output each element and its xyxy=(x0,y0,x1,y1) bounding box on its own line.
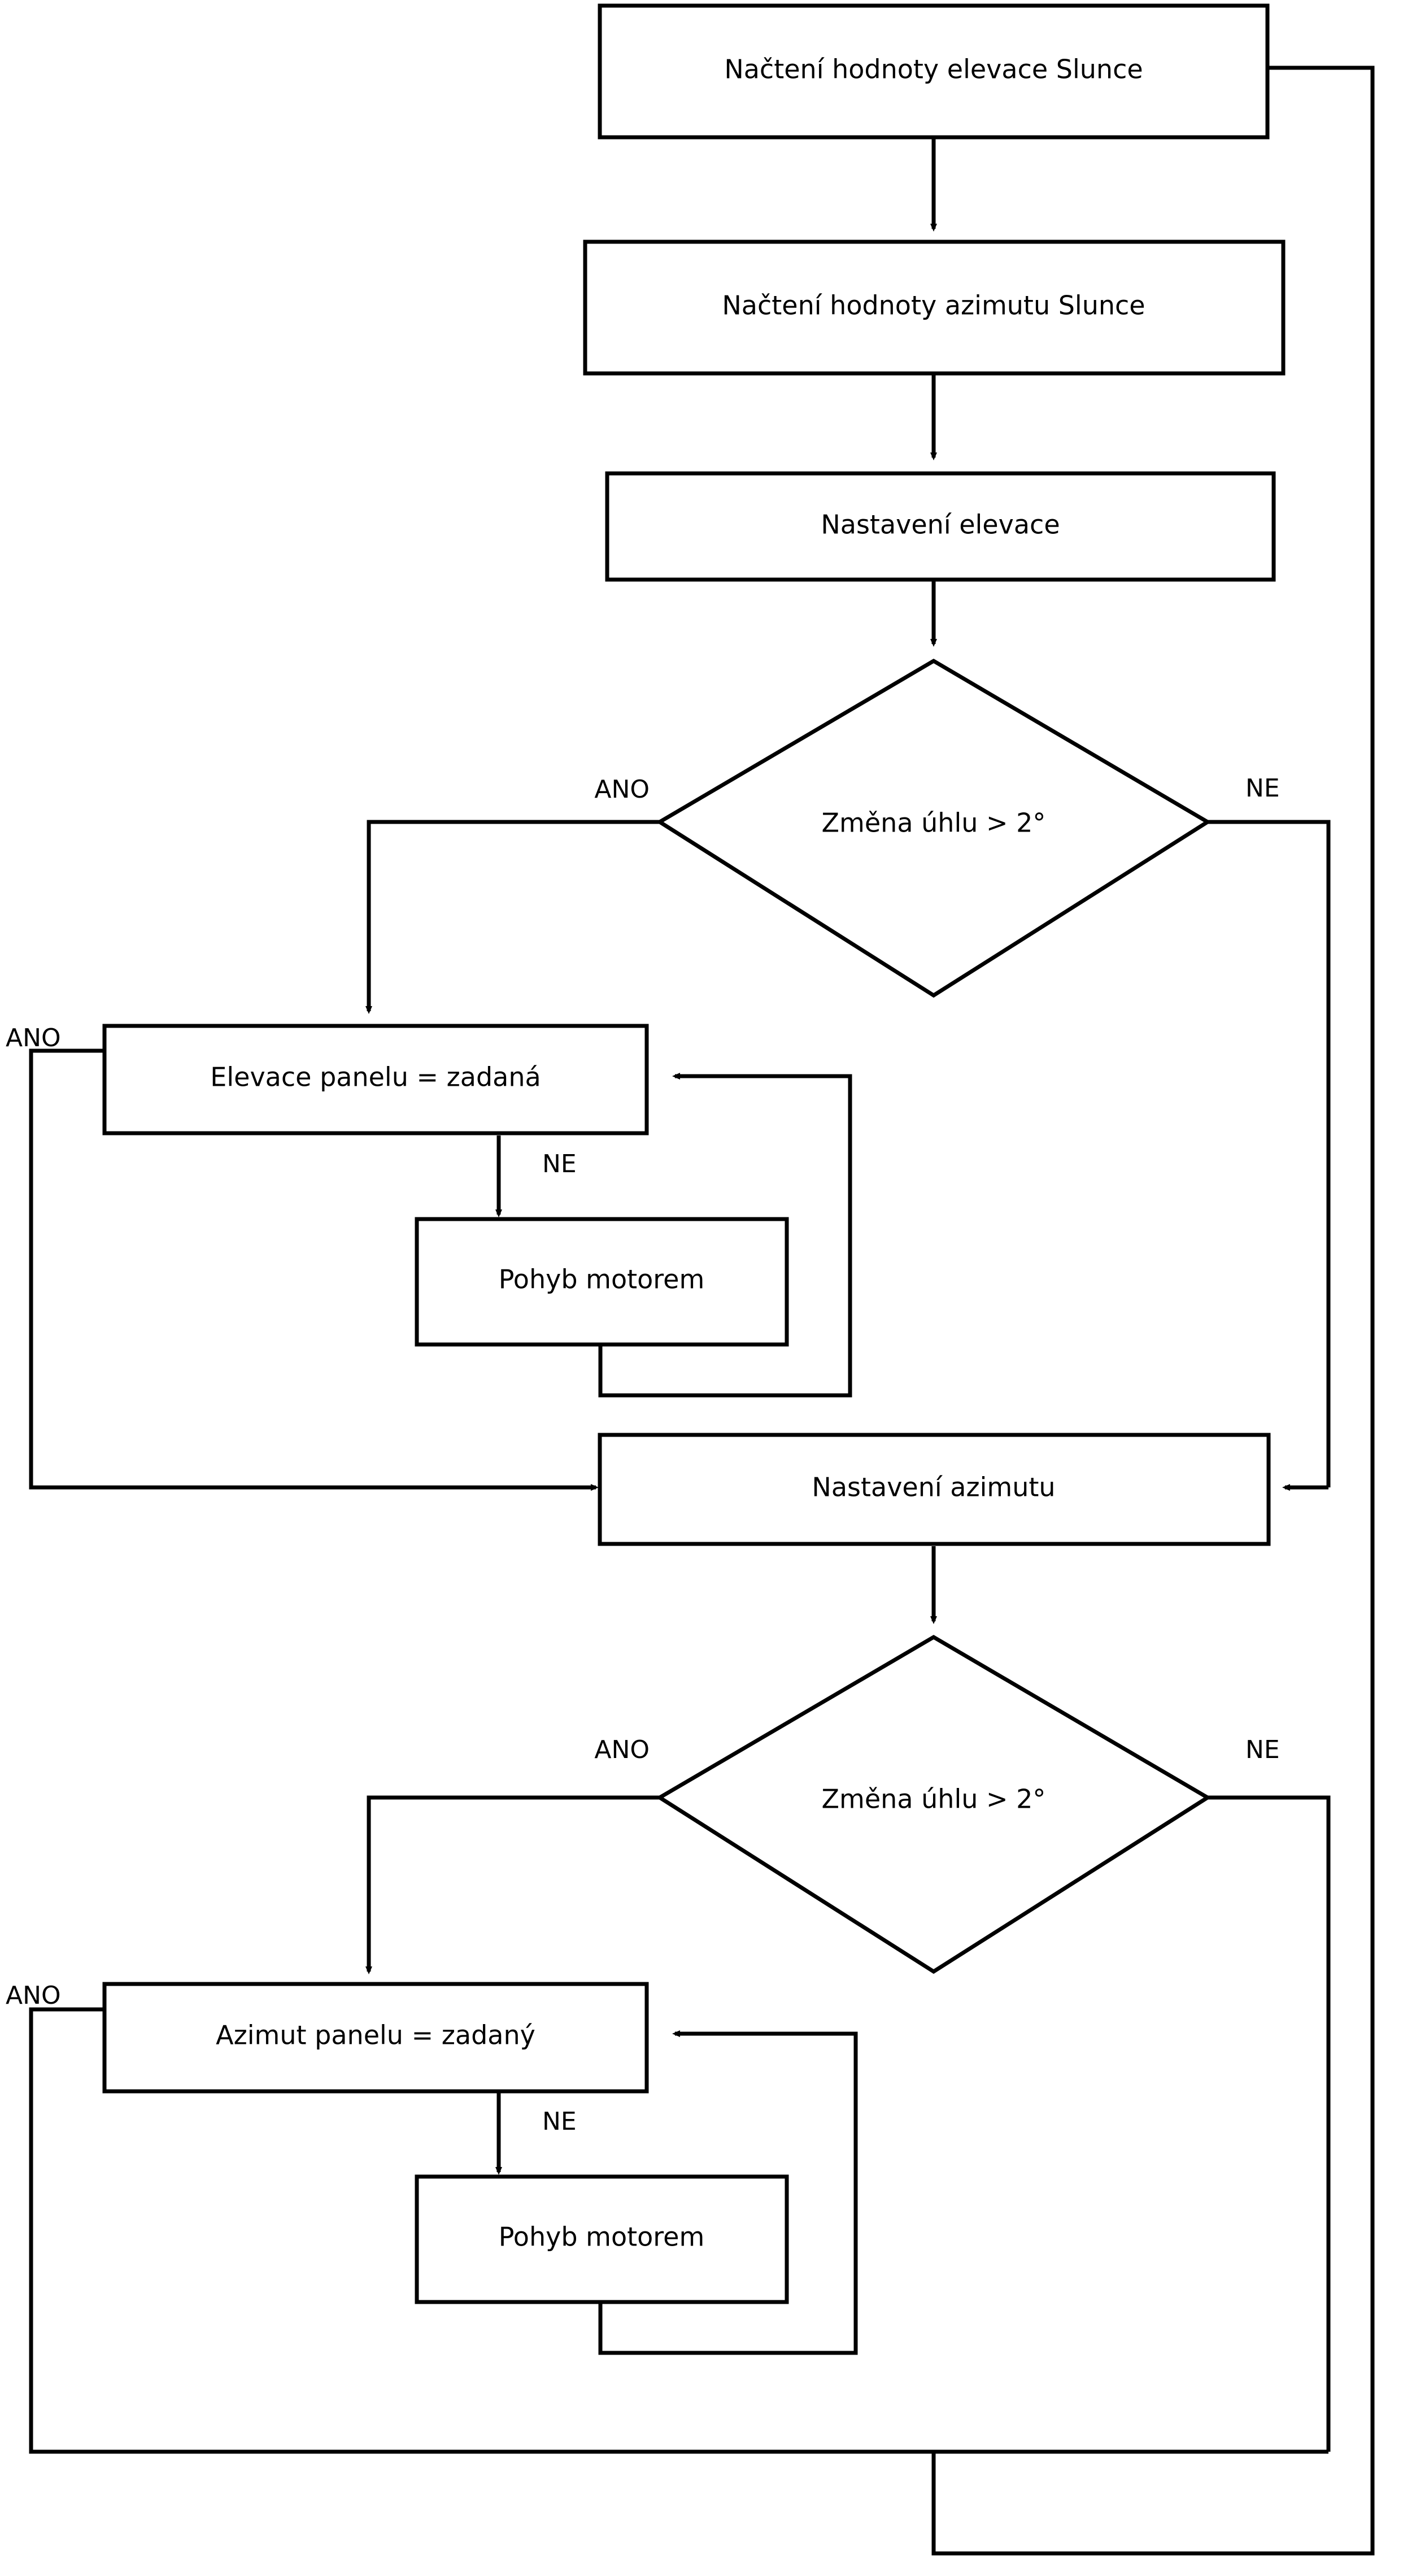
node-read-azimut-label: Načtení hodnoty azimutu Slunce xyxy=(722,290,1145,321)
edge-label-panel-elev-no: NE xyxy=(542,1150,577,1178)
edge-label-panel-azim-no: NE xyxy=(542,2107,577,2136)
node-set-elevace-label: Nastavení elevace xyxy=(821,509,1060,540)
node-panel-azimut-label: Azimut panelu = zadaný xyxy=(216,2020,535,2051)
node-panel-elevace[interactable] xyxy=(104,1026,647,1133)
node-set-azimut[interactable] xyxy=(600,1435,1269,1544)
node-panel-azimut[interactable] xyxy=(104,1984,647,2091)
edge-decision-elev-yes xyxy=(369,822,660,1011)
edge-decision-azim-no xyxy=(1208,1798,1328,2452)
node-motor-elevace[interactable] xyxy=(417,1219,787,1344)
edge-label-decision-elev-yes: ANO xyxy=(594,775,650,804)
node-set-elevace[interactable] xyxy=(607,473,1274,580)
edge-label-decision-azim-yes: ANO xyxy=(594,1735,650,1764)
edge-label-panel-elev-yes: ANO xyxy=(6,1024,61,1052)
edge-label-decision-elev-no: NE xyxy=(1245,774,1280,803)
edge-label-decision-azim-no: NE xyxy=(1245,1735,1280,1764)
node-decision-azimut[interactable] xyxy=(660,1637,1208,1972)
edge-loop-back-to-start xyxy=(934,68,1372,2553)
node-read-elevace[interactable] xyxy=(600,6,1267,137)
node-set-azimut-label: Nastavení azimutu xyxy=(812,1472,1056,1503)
edge-label-panel-azim-yes: ANO xyxy=(6,1981,61,2010)
node-motor-azimut-label: Pohyb motorem xyxy=(498,2221,705,2252)
edge-decision-elev-no xyxy=(1208,822,1328,1487)
node-read-azimut[interactable] xyxy=(585,242,1283,373)
edge-decision-azim-yes xyxy=(369,1798,660,1972)
node-decision-elevace-label: Změna úhlu > 2° xyxy=(821,807,1046,838)
node-decision-azimut-label: Změna úhlu > 2° xyxy=(821,1783,1046,1814)
node-read-elevace-label: Načtení hodnoty elevace Slunce xyxy=(724,54,1143,85)
node-decision-elevace[interactable] xyxy=(660,661,1208,995)
node-panel-elevace-label: Elevace panelu = zadaná xyxy=(210,1061,541,1093)
node-motor-elevace-label: Pohyb motorem xyxy=(498,1264,705,1295)
node-motor-azimut[interactable] xyxy=(417,2177,787,2302)
